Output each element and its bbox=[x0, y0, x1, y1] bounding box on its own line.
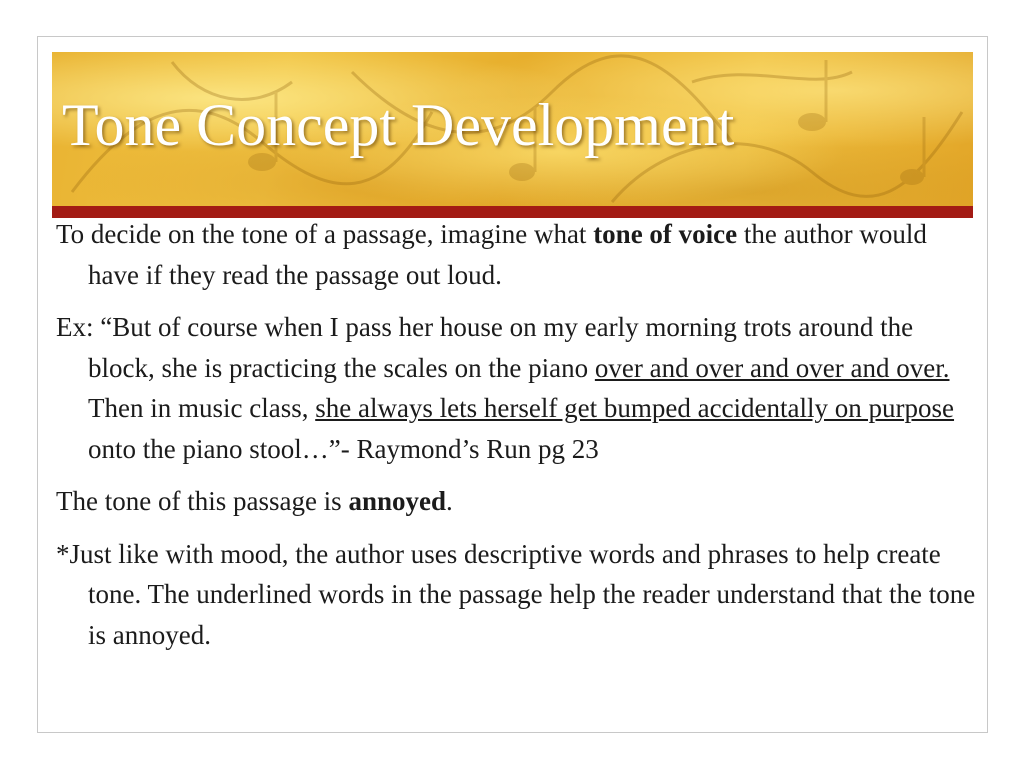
para2-middle: Then in music class, bbox=[88, 393, 316, 423]
para3-text-start: The tone of this passage is bbox=[56, 486, 349, 516]
para2-tail: onto the piano stool…”- Raymond’s Run pg 23 bbox=[88, 433, 599, 464]
para3-text-end: . bbox=[446, 486, 453, 516]
paragraph-tone-note bbox=[56, 534, 976, 656]
slide-body bbox=[56, 214, 976, 667]
para1-bold-phrase: tone of voice bbox=[593, 219, 738, 249]
paragraph-tone-result bbox=[56, 481, 976, 522]
paragraph-tone-definition bbox=[56, 214, 976, 295]
para2-lead: Ex: “But of course when I pass her house on my early morning trots around the block, she is practicing the scales on the piano bbox=[56, 312, 914, 383]
para1-text-start: To decide on the tone of a passage, imagine what bbox=[56, 219, 594, 249]
para4-text: *Just like with mood, the author uses descriptive words and phrases to help create tone. The underlined words in the passage help the reader understand that the tone is annoyed. bbox=[56, 538, 976, 650]
para2-underlined-phrase-2: she always lets herself get bumped accidentally on purpose bbox=[315, 393, 955, 423]
para1-text-end: the author would have if they read the passage out loud. bbox=[88, 219, 927, 290]
title-banner bbox=[52, 52, 973, 206]
para2-underlined-phrase-1: over and over and over and over. bbox=[594, 352, 950, 383]
paragraph-example-quote bbox=[56, 307, 976, 469]
slide-title: Tone Concept Development bbox=[62, 92, 735, 158]
para3-bold-word: annoyed bbox=[348, 486, 446, 516]
